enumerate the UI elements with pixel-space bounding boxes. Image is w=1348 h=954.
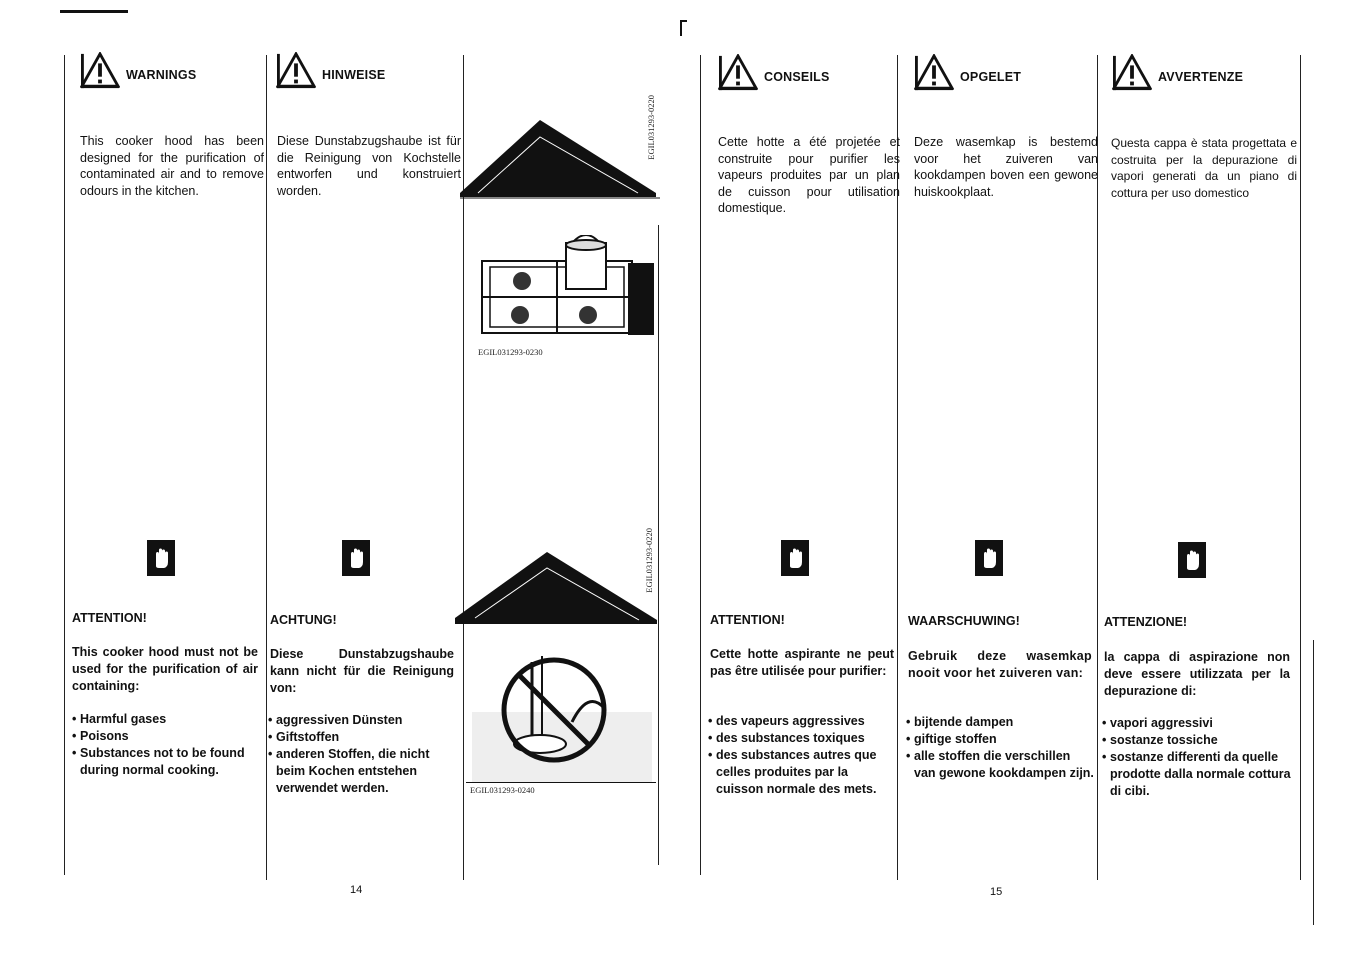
section-header-warnings xyxy=(80,52,196,90)
figure-baseline xyxy=(466,782,656,783)
attention-title: ATTENZIONE! xyxy=(1104,615,1188,629)
column-rule xyxy=(1313,640,1314,925)
crop-mark-top xyxy=(680,20,682,36)
figure-code: EGIL031293-0230 xyxy=(478,347,543,357)
attention-lead: Gebruik deze wasemkap nooit voor het zuiveren van: xyxy=(908,649,1092,680)
attention-list xyxy=(906,714,1094,782)
intro-paragraph: Diese Dunstabzugshaube ist für die Reinigung von Kochstelle entworfen und konstruiert worden. xyxy=(277,134,461,198)
list-item: • alle stoffen die verschillen van gewone kookdampen zijn. xyxy=(906,748,1094,782)
crop-mark-top-hook xyxy=(680,20,687,22)
warning-triangle-icon xyxy=(80,52,120,90)
prohibited-use-illustration xyxy=(472,642,652,782)
column-rule xyxy=(64,55,65,875)
list-item: • vapori aggressivi xyxy=(1102,715,1292,732)
column-rule xyxy=(1300,55,1301,880)
scan-mark-top-left xyxy=(60,10,128,13)
list-item: • des substances toxiques xyxy=(708,730,896,747)
attention-list xyxy=(1102,715,1292,800)
list-item: • sostanze differenti da quelle prodotte dalla normale cottura di cibi. xyxy=(1102,749,1292,800)
attention-list xyxy=(72,711,260,779)
list-item: • des vapeurs aggressives xyxy=(708,713,896,730)
list-item: • giftige stoffen xyxy=(906,731,1094,748)
attention-title: ATTENTION! xyxy=(710,613,785,627)
attention-list xyxy=(708,713,896,798)
list-item: • aggressiven Dünsten xyxy=(268,712,456,729)
section-header-opgelet xyxy=(914,54,1021,92)
intro-paragraph: Questa cappa è stata progettata e costruita per la depurazione di vapori generati da un piano di cottura per uso domestico xyxy=(1111,136,1297,200)
figure-code: EGIL031293-0220 xyxy=(646,95,656,160)
section-header-avvertenze xyxy=(1112,54,1243,92)
intro-paragraph: Deze wasemkap is bestemd voor het zuiveren van kookdampen boven een gewone huiskookplaat. xyxy=(914,135,1098,199)
section-title: HINWEISE xyxy=(322,68,386,82)
column-rule xyxy=(658,225,659,865)
stop-hand-icon xyxy=(1178,542,1206,578)
attention-lead: Cette hotte aspirante ne peut pas être utilisée pour purifier: xyxy=(710,647,894,678)
figure-code: EGIL031293-0240 xyxy=(470,785,535,795)
section-header-hinweise xyxy=(276,52,385,90)
attention-title: ACHTUNG! xyxy=(270,613,337,627)
attention-list xyxy=(268,712,456,797)
stop-hand-icon xyxy=(975,540,1003,576)
list-item: • des substances autres que celles produites par la cuisson normale des mets. xyxy=(708,747,896,798)
page-number: 14 xyxy=(350,884,363,896)
warning-triangle-icon xyxy=(718,54,758,92)
attention-title: ATTENTION! xyxy=(72,611,147,625)
section-title: AVVERTENZE xyxy=(1158,70,1244,84)
stop-hand-icon xyxy=(147,540,175,576)
stop-hand-icon xyxy=(342,540,370,576)
attention-lead: la cappa di aspirazione non deve essere utilizzata per la depurazione di: xyxy=(1104,650,1290,698)
figure-code: EGIL031293-0220 xyxy=(644,528,654,593)
intro-paragraph: Cette hotte a été projetée et construite pour purifier les vapeurs produites par un plan de cuisson pour utilisation domestique. xyxy=(718,135,900,215)
list-item: • anderen Stoffen, die nicht beim Kochen entstehen verwendet werden. xyxy=(268,746,456,797)
section-title: WARNINGS xyxy=(126,68,197,82)
list-item: • sostanze tossiche xyxy=(1102,732,1292,749)
warning-triangle-icon xyxy=(914,54,954,92)
cooker-hood-illustration xyxy=(460,115,660,205)
column-rule xyxy=(266,55,267,880)
list-item: • Poisons xyxy=(72,728,260,745)
warning-triangle-icon xyxy=(1112,54,1152,92)
section-title: CONSEILS xyxy=(764,70,830,84)
cooker-hood-illustration xyxy=(455,548,660,628)
attention-title: WAARSCHUWING! xyxy=(908,614,1020,628)
column-rule xyxy=(700,55,701,875)
list-item: • Substances not to be found during normal cooking. xyxy=(72,745,260,779)
page-number: 15 xyxy=(990,886,1003,898)
gas-hob-illustration xyxy=(478,235,658,345)
stop-hand-icon xyxy=(781,540,809,576)
attention-lead: This cooker hood must not be used for the purification of air containing: xyxy=(72,645,258,693)
section-header-conseils xyxy=(718,54,830,92)
section-title: OPGELET xyxy=(960,70,1022,84)
intro-paragraph: This cooker hood has been designed for the purification of contaminated air and to remove odours in the kitchen. xyxy=(80,134,264,198)
attention-lead: Diese Dunstabzugshaube kann nicht für die Reinigung von: xyxy=(270,647,454,695)
warning-triangle-icon xyxy=(276,52,316,90)
list-item: • Giftstoffen xyxy=(268,729,456,746)
list-item: • bijtende dampen xyxy=(906,714,1094,731)
list-item: • Harmful gases xyxy=(72,711,260,728)
